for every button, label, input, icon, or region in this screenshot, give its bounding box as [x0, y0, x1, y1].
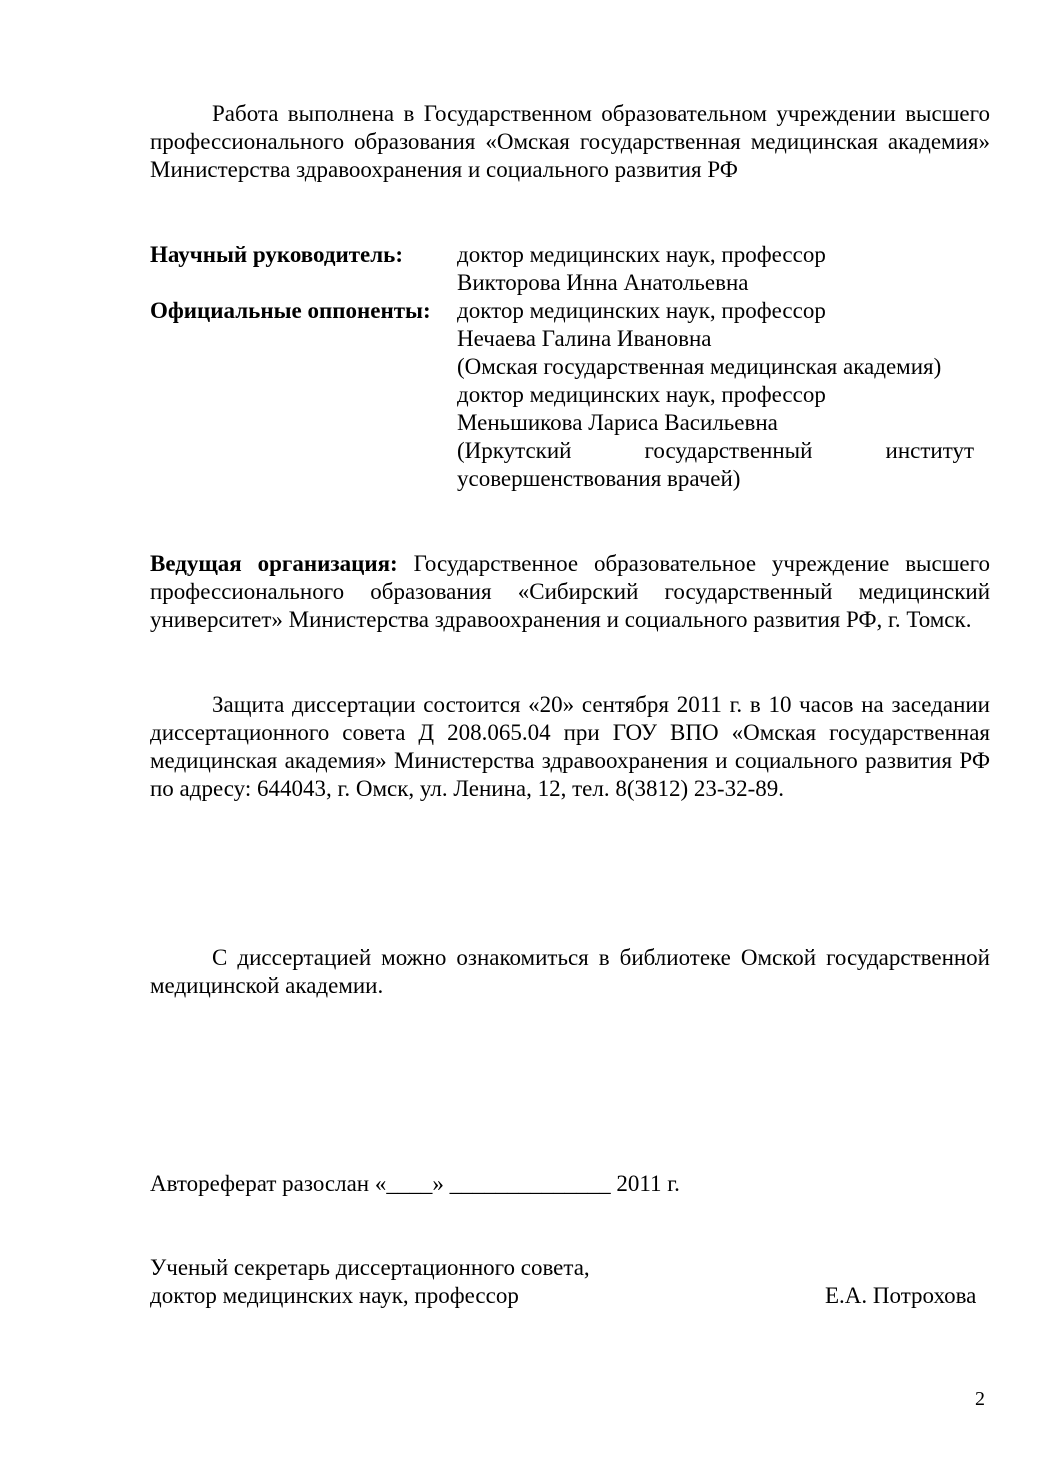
- supervisor-degree: доктор медицинских наук, профессор: [457, 242, 826, 267]
- defense-paragraph: Защита диссертации состоится «20» сентября 2011 г. в 10 часов на заседании диссертационного совета Д 208.065.04 при ГОУ ВПО «Омская государственная медицинская академия» Министерства здравоохранения и социального развития РФ по адресу: 644043, г. Омск, ул. Ленина, 12, тел. 8(3812) 23-32-89.: [150, 692, 990, 801]
- secretary-title: Ученый секретарь диссертационного совета,: [150, 1255, 590, 1280]
- secretary-name: Е.А. Потрохова: [825, 1283, 977, 1308]
- abstract-mailed-line: Автореферат разослан «____» ______________ 2011 г.: [150, 1171, 680, 1196]
- leading-organization-paragraph: [150, 550, 990, 634]
- opponent-1-affiliation: (Омская государственная медицинская академия): [457, 354, 942, 379]
- opponents-label: Официальные оппоненты:: [150, 298, 431, 323]
- supervisor-label: Научный руководитель:: [150, 242, 403, 267]
- opponent-2-affiliation: (Иркутский государственный институт усовершенствования врачей): [457, 438, 974, 491]
- opponent-2-degree: доктор медицинских наук, профессор: [457, 382, 826, 407]
- page-number: 2: [975, 1388, 985, 1410]
- library-paragraph: С диссертацией можно ознакомиться в библиотеке Омской государственной медицинской академии.: [150, 945, 990, 998]
- intro-paragraph: Работа выполнена в Государственном образовательном учреждении высшего профессионального образования «Омская государственная медицинская академия» Министерства здравоохранения и социального развития РФ: [150, 101, 990, 182]
- leading-organization-label: Ведущая организация:: [150, 551, 398, 576]
- supervisor-details: [457, 241, 974, 297]
- opponent-1-degree: доктор медицинских наук, профессор: [457, 298, 826, 323]
- opponent-2-name: Меньшикова Лариса Васильевна: [457, 410, 778, 435]
- supervisor-name: Викторова Инна Анатольевна: [457, 270, 749, 295]
- leading-organization-text: Государственное образовательное учреждение высшего профессионального образования «Сибирский государственный медицинский университет» Министерства здравоохранения и социального развития РФ, г. Томск.: [150, 551, 990, 632]
- opponents-details: [457, 297, 974, 493]
- secretary-degree: доктор медицинских наук, профессор: [150, 1283, 519, 1308]
- opponent-1-name: Нечаева Галина Ивановна: [457, 326, 712, 351]
